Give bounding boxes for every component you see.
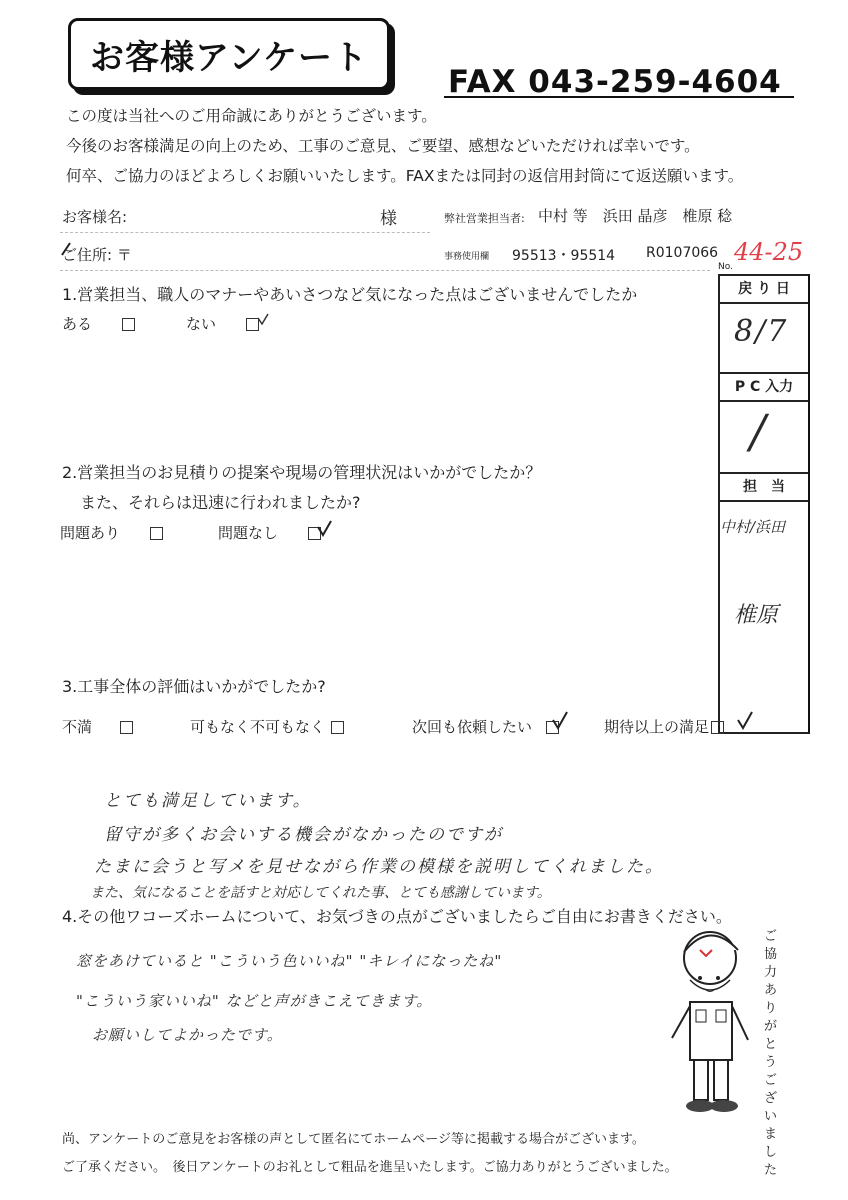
no-label: No.: [718, 262, 733, 272]
handwritten-number: 44-25: [734, 238, 804, 266]
q3-option-2-label: 可もなく不可もなく: [190, 718, 326, 736]
intro-line-3: 何卒、ご協力のほどよろしくお願いいたします。FAXまたは同封の返信用封筒にて返送願います。: [66, 167, 744, 185]
question-2-line-2: また、それらは迅速に行われましたか?: [80, 493, 361, 512]
tanto-value-1: 中村/浜田: [720, 518, 786, 536]
q2-option-no-label: 問題なし: [218, 524, 279, 542]
sama-label: 様: [380, 209, 397, 229]
pc-input-label: P C 入力: [734, 379, 794, 395]
return-day-value: 8/7: [734, 314, 789, 349]
comment-line-1: とても満足しています。: [104, 791, 312, 811]
comment-line-4: また、気になることを話すと対応してくれた事、とても感謝しています。: [90, 885, 551, 901]
q1-option-yes-label: ある: [62, 315, 93, 333]
footer-line-2: ご了承ください。 後日アンケートのお礼として粗品を進呈いたします。ご協力ありがとうございました。: [62, 1160, 678, 1175]
page-title: お客様アンケート: [90, 37, 368, 78]
q2-option-yes-label: 問題あり: [60, 524, 121, 542]
q3-option-1-label: 不満: [62, 718, 93, 736]
check-icon: [738, 712, 752, 728]
worker-mascot-icon: [660, 920, 764, 1120]
q1-option-no-label: ない: [186, 315, 217, 333]
pc-input-value: /: [750, 404, 768, 458]
pen-mark-icon: [62, 243, 70, 255]
check-icon: [553, 712, 567, 728]
customer-name-label: お客様名:: [62, 208, 128, 226]
question-1: 1.営業担当、職人のマナーやあいさつなど気になった点はございませんでしたか: [62, 285, 638, 304]
check-icon: [318, 521, 331, 535]
q3-option-4-label: 期待以上の満足: [604, 718, 710, 736]
comment4-line-1: 窓をあけていると "こういう色いいね" "キレイになったね": [76, 952, 503, 970]
ref-code: R0107066: [646, 245, 719, 261]
footer-line-1: 尚、アンケートのご意見をお客様の声として匿名にてホームページ等に掲載する場合がございます。: [62, 1132, 645, 1147]
tanto-label: 担 当: [743, 479, 785, 495]
comment4-line-2: "こういう家いいね" などと声がきこえてきます。: [76, 992, 433, 1010]
staff-label: 弊社営業担当者:: [444, 212, 525, 225]
thanks-vertical-text: ご協力ありがとうございました: [764, 929, 778, 1178]
return-day-label: 戻 り 日: [738, 281, 790, 297]
office-label: 事務使用欄: [444, 252, 490, 262]
address-label: ご住所: 〒: [62, 246, 132, 264]
staff-names: 中村 等 浜田 晶彦 椎原 稔: [538, 207, 733, 225]
fax-number: FAX 043-259-4604: [448, 64, 782, 100]
question-3: 3.工事全体の評価はいかがでしたか?: [62, 677, 326, 696]
question-2-line-1: 2.営業担当のお見積りの提案や現場の管理状況はいかがでしたか？: [62, 463, 542, 482]
q3-option-3-label: 次回も依頼したい: [412, 718, 533, 736]
comment-line-3: たまに会うと写メを見せながら作業の模様を説明してくれました。: [94, 857, 664, 877]
intro-line-1: この度は当社へのご用命誠にありがとうございます。: [66, 107, 437, 125]
comment-line-2: 留守が多くお会いする機会がなかったのですが: [104, 825, 503, 845]
office-codes: 95513・95514: [512, 248, 616, 264]
comment4-line-3: お願いしてよかったです。: [92, 1026, 283, 1044]
tanto-value-2: 椎原: [734, 603, 779, 628]
question-4: 4.その他ワコーズホームについて、お気づきの点がございましたらご自由にお書きください。: [62, 907, 732, 926]
intro-line-2: 今後のお客様満足の向上のため、工事のご意見、ご要望、感想などいただければ幸いです。: [66, 137, 700, 155]
check-icon: [258, 314, 268, 324]
